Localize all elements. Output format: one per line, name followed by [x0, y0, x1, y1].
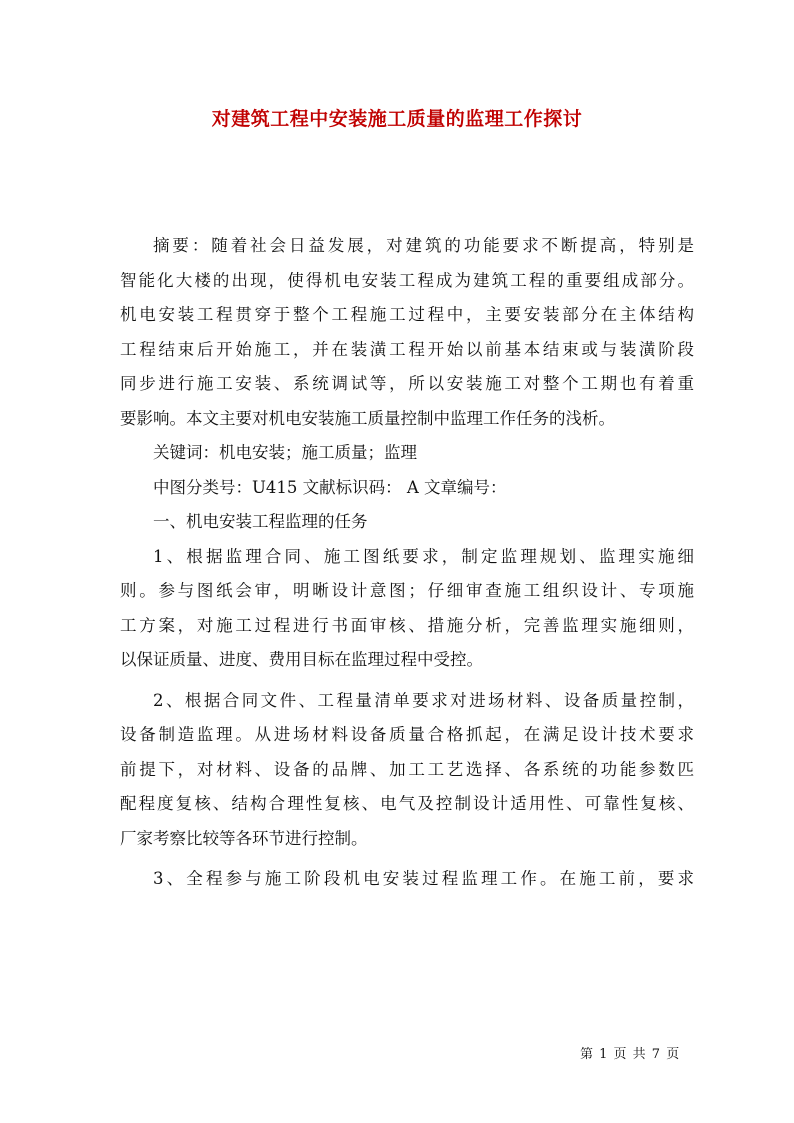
- paragraph-1-line-1: 1、根据监理合同、施工图纸要求，制定监理规划、监理实施细: [153, 546, 694, 566]
- paragraph-2-line-5: 厂家考察比较等各环节进行控制。: [120, 828, 368, 848]
- paragraph-3-line-1: 3、全程参与施工阶段机电安装过程监理工作。在施工前，要求: [153, 869, 694, 888]
- abstract-line-1: 摘要：随着社会日益发展，对建筑的功能要求不断提高，特别是: [153, 236, 694, 255]
- paragraph-1-line-3: 工方案，对施工过程进行书面审核、措施分析，完善监理实施细则，: [120, 615, 694, 635]
- keywords-line: 关键词：机电安装；施工质量；监理: [153, 443, 417, 462]
- section-heading-1: 一、机电安装工程监理的任务: [153, 512, 368, 531]
- document-body: [120, 229, 694, 897]
- paragraph-2-line-1: 2、根据合同文件、工程量清单要求对进场材料、设备质量控制，: [153, 690, 694, 710]
- abstract-line-3: 机电安装工程贯穿于整个工程施工过程中，主要安装部分在主体结构: [120, 305, 694, 324]
- page-number: 第 1 页 共 7 页: [580, 1047, 681, 1062]
- abstract-line-4: 工程结束后开始施工，并在装潢工程开始以前基本结束或与装潢阶段: [120, 339, 694, 359]
- paragraph-2-line-4: 配程度复核、结构合理性复核、电气及控制设计适用性、可靠性复核、: [120, 794, 694, 813]
- document-title: 对建筑工程中安装施工质量的监理工作探讨: [211, 108, 583, 130]
- paragraph-2-line-2: 设备制造监理。从进场材料设备质量合格抓起，在满足设计技术要求: [120, 725, 694, 744]
- paragraph-1-line-4: 以保证质量、进度、费用目标在监理过程中受控。: [120, 650, 483, 669]
- paragraph-2-line-3: 前提下，对材料、设备的品牌、加工工艺选择、各系统的功能参数匹: [120, 759, 694, 779]
- abstract-line-2: 智能化大楼的出现，使得机电安装工程成为建筑工程的重要组成部分。: [120, 270, 694, 290]
- abstract-line-5: 同步进行施工安装、系统调试等，所以安装施工对整个工期也有着重: [120, 374, 694, 393]
- classification-line: 中图分类号：U415 文献标识码： A 文章编号：: [153, 477, 507, 497]
- paragraph-1-line-2: 则。参与图纸会审，明晰设计意图；仔细审查施工组织设计、专项施: [120, 581, 694, 600]
- abstract-line-6: 要影响。本文主要对机电安装施工质量控制中监理工作任务的浅析。: [120, 408, 615, 428]
